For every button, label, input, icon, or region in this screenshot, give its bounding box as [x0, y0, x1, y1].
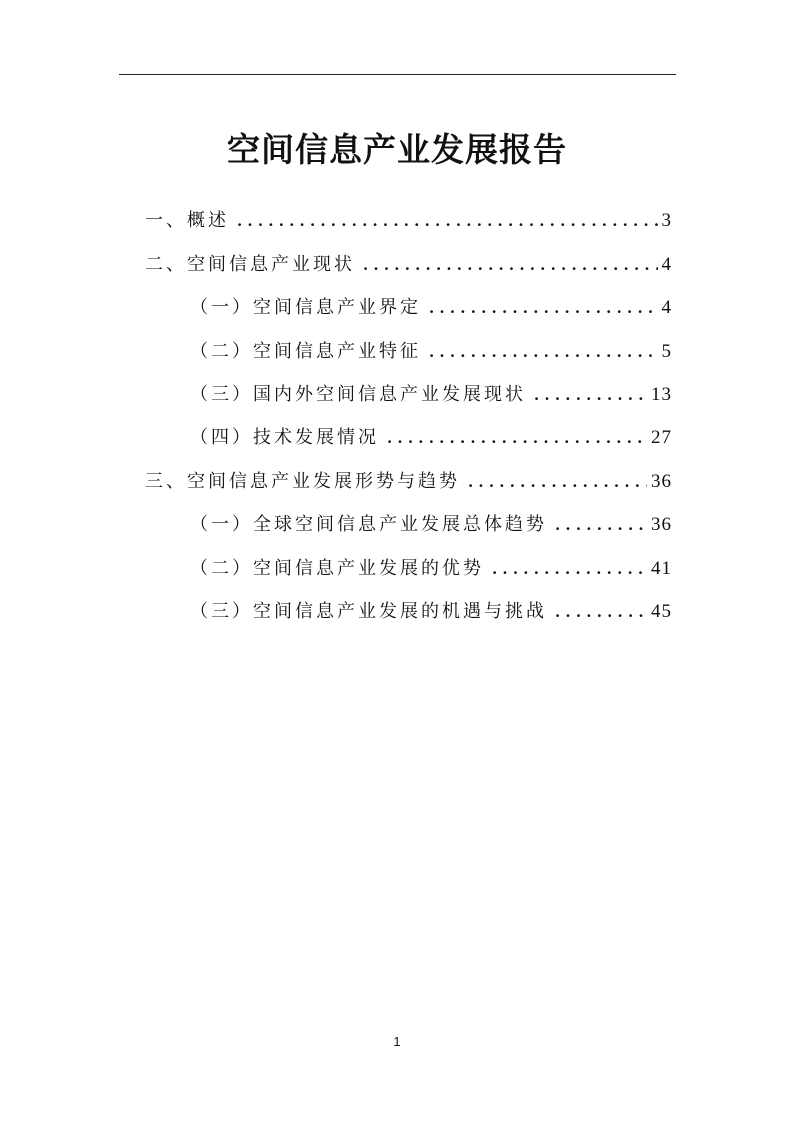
toc-dot-leader	[387, 424, 647, 452]
toc-dot-leader	[492, 555, 647, 583]
toc-entry-label: 一、概述	[145, 210, 229, 231]
toc-entry-label: （四）技术发展情况	[190, 427, 379, 448]
header-rule	[119, 74, 676, 75]
toc-entry-label: （二）空间信息产业特征	[190, 341, 421, 362]
toc-dot-leader	[555, 598, 647, 626]
document-title: 空间信息产业发展报告	[227, 130, 567, 169]
toc-entry-global-status[interactable]	[190, 381, 672, 409]
toc-page-number: 4	[661, 297, 672, 318]
toc-entry-industry-features[interactable]	[190, 338, 672, 366]
toc-entry-label: （三）空间信息产业发展的机遇与挑战	[190, 601, 547, 622]
toc-dot-leader	[534, 381, 647, 409]
toc-dot-leader	[468, 468, 647, 496]
toc-dot-leader	[429, 338, 658, 366]
toc-dot-leader	[429, 294, 658, 322]
toc-entry-industry-status[interactable]	[145, 251, 672, 279]
toc-page-number: 5	[661, 341, 672, 362]
toc-page-number: 27	[651, 427, 672, 448]
toc-entry-overview[interactable]	[145, 207, 672, 235]
toc-entry-label: 二、空间信息产业现状	[145, 254, 355, 275]
toc-entry-label: （三）国内外空间信息产业发展现状	[190, 384, 526, 405]
toc-page-number: 36	[651, 471, 672, 492]
toc-entry-label: 三、空间信息产业发展形势与趋势	[145, 471, 460, 492]
toc-entry-industry-definition[interactable]	[190, 294, 672, 322]
page-number: 1	[393, 1034, 401, 1049]
toc-page-number: 36	[651, 514, 672, 535]
toc-entry-advantages[interactable]	[190, 555, 672, 583]
toc-entry-label: （二）空间信息产业发展的优势	[190, 558, 484, 579]
toc-dot-leader	[555, 511, 647, 539]
toc-entry-opportunities[interactable]	[190, 598, 672, 626]
toc-dot-leader	[363, 251, 658, 279]
toc-dot-leader	[237, 207, 658, 235]
toc-entry-global-trends[interactable]	[190, 511, 672, 539]
toc-entry-trends[interactable]	[145, 468, 672, 496]
toc-page-number: 13	[651, 384, 672, 405]
toc-entry-label: （一）全球空间信息产业发展总体趋势	[190, 514, 547, 535]
toc-page-number: 4	[661, 254, 672, 275]
toc-entry-technology[interactable]	[190, 424, 672, 452]
toc-page-number: 3	[661, 210, 672, 231]
toc-page-number: 41	[651, 558, 672, 579]
toc-page-number: 45	[651, 601, 672, 622]
toc-entry-label: （一）空间信息产业界定	[190, 297, 421, 318]
